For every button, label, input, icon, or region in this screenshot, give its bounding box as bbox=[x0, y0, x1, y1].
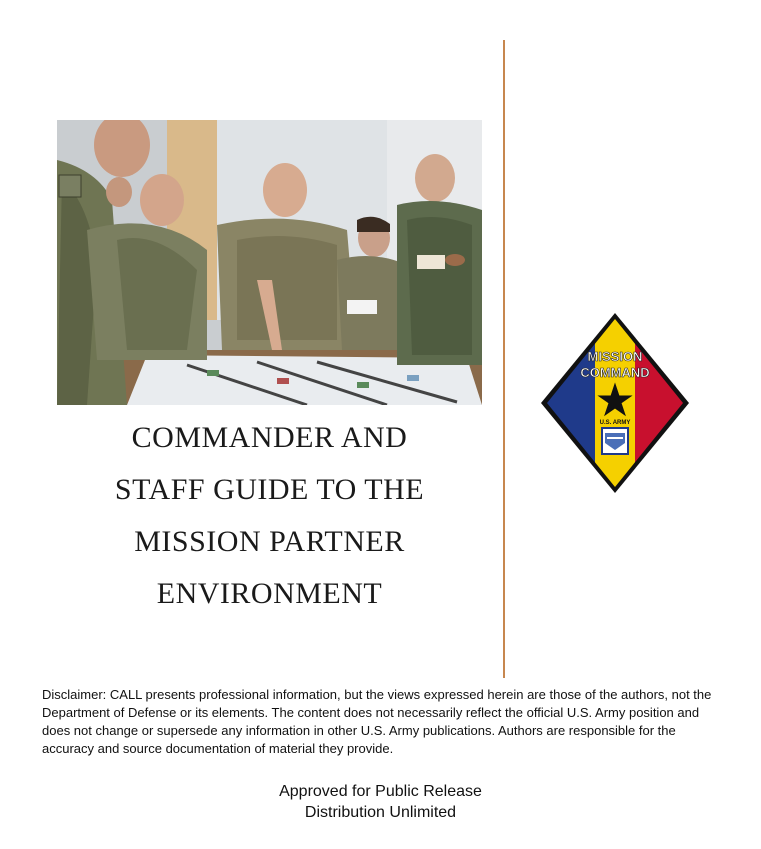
release-line-1: Approved for Public Release bbox=[279, 783, 482, 800]
release-statement bbox=[0, 781, 761, 823]
release-line-2: Distribution Unlimited bbox=[304, 804, 457, 821]
cover-photo bbox=[57, 120, 482, 405]
title-line-2: STAFF GUIDE TO THE bbox=[114, 473, 425, 506]
title-line-1: COMMANDER AND bbox=[131, 421, 408, 454]
badge-line-2: COMMAND bbox=[580, 365, 650, 380]
document-title bbox=[57, 412, 482, 620]
shield-icon bbox=[602, 428, 628, 454]
soldiers-around-map-table-photo bbox=[57, 120, 482, 405]
badge-org: U.S. ARMY bbox=[599, 420, 631, 426]
vertical-divider bbox=[503, 40, 505, 678]
mission-command-badge bbox=[541, 313, 689, 493]
title-line-4: ENVIRONMENT bbox=[156, 577, 383, 610]
title-line-3: MISSION PARTNER bbox=[134, 525, 405, 558]
badge-line-1: MISSION bbox=[587, 349, 643, 364]
disclaimer-text: Disclaimer: CALL presents professional information, but the views expressed herein are those of the authors, not the Department of Defense or its elements. The content does not necessarily reflect the official U.S. Army position and does not change or supersede any information in other U.S. Army publications. Authors are responsible for the accuracy and source documentation of material they provide. bbox=[42, 687, 712, 756]
